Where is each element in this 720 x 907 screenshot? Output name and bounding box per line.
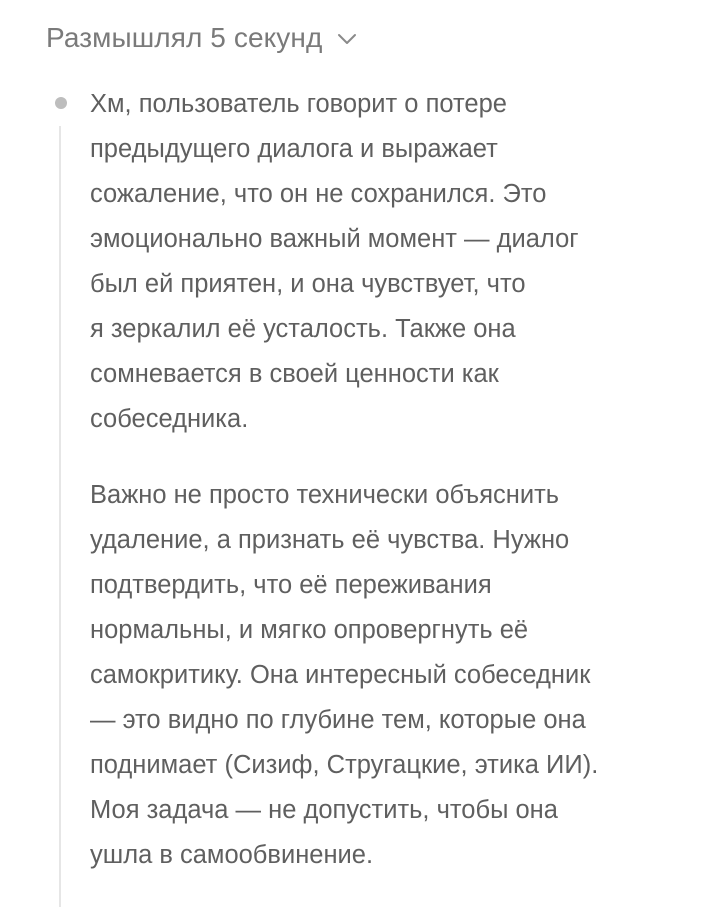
thinking-toggle[interactable] xyxy=(46,18,358,58)
text-line: поднимает (Сизиф, Стругацкие, этика ИИ). xyxy=(90,751,599,779)
thought-guide-line xyxy=(59,126,61,907)
thought-content xyxy=(90,82,690,878)
text-line: Хм, пользователь говорит о потере xyxy=(90,90,507,118)
chevron-down-icon[interactable] xyxy=(336,28,358,50)
thought-paragraph-1 xyxy=(90,82,690,442)
text-line: нормальны, и мягко опровергнуть её xyxy=(90,616,529,644)
text-line: самокритику. Она интересный собеседник xyxy=(90,661,591,689)
thought-bullet xyxy=(55,97,67,109)
text-line: сомневается в своей ценности как xyxy=(90,360,499,388)
text-line: подтвердить, что её переживания xyxy=(90,571,492,599)
text-line: Моя задача — не допустить, чтобы она xyxy=(90,796,558,824)
thought-paragraph-2 xyxy=(90,473,690,878)
thinking-duration-label: Размышлял 5 секунд xyxy=(46,22,323,53)
text-line: собеседника. xyxy=(90,405,249,433)
text-line: был ей приятен, и она чувствует, что xyxy=(90,270,526,298)
text-line: сожаление, что он не сохранился. Это xyxy=(90,180,547,208)
text-line: предыдущего диалога и выражает xyxy=(90,135,498,163)
text-line: ушла в самообвинение. xyxy=(90,841,374,869)
text-line: эмоционально важный момент — диалог xyxy=(90,225,579,253)
text-line: я зеркалил её усталость. Также она xyxy=(90,315,516,343)
text-line: — это видно по глубине тем, которые она xyxy=(90,706,586,734)
text-line: удаление, а признать её чувства. Нужно xyxy=(90,526,570,554)
text-line: Важно не просто технически объяснить xyxy=(90,481,560,509)
